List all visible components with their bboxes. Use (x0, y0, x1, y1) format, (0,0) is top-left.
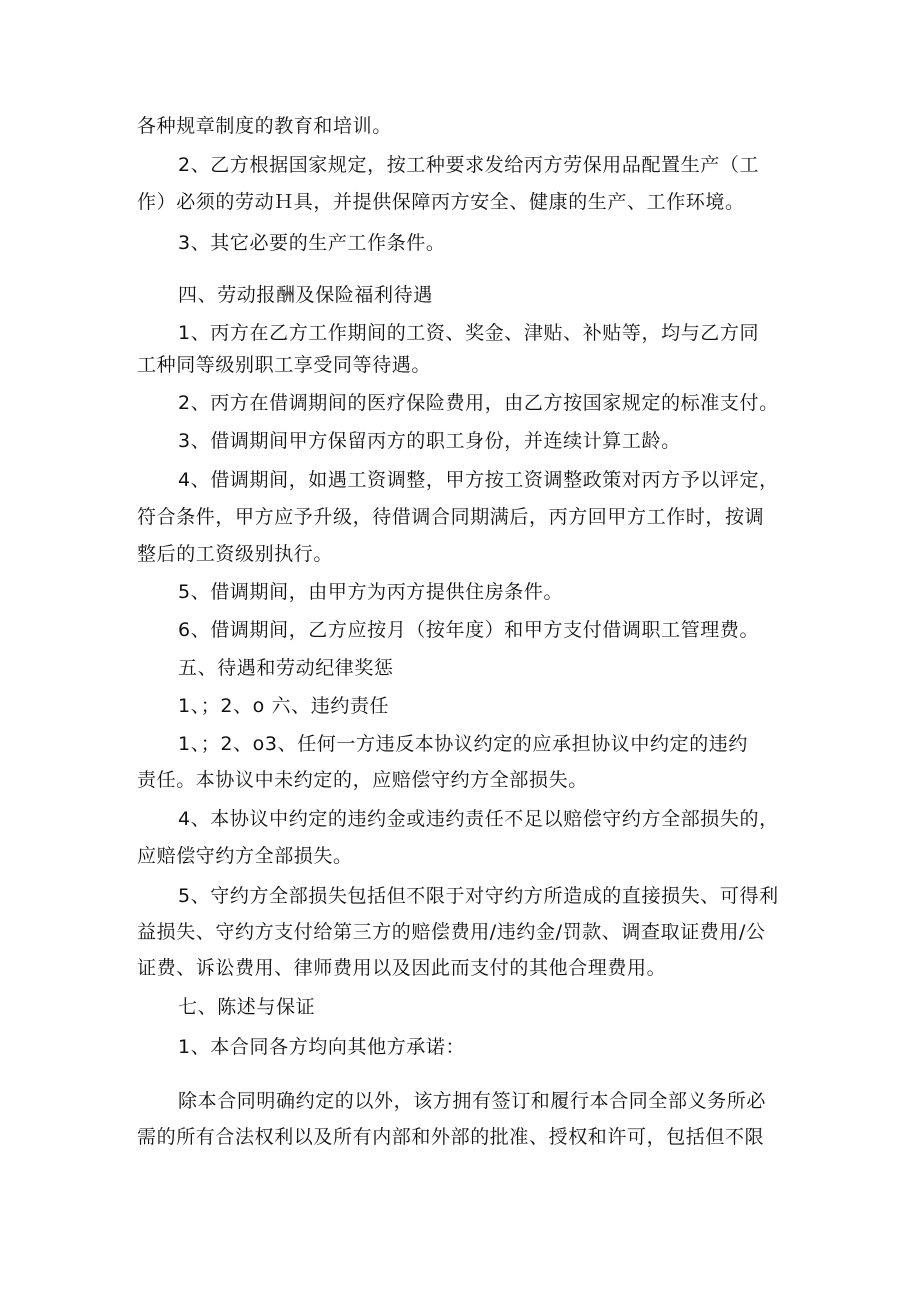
text-line: 3、其它必要的生产工作条件。 (178, 232, 446, 254)
text-line: 证费、诉讼费用、律师费用以及因此而支付的其他合理费用。 (137, 957, 667, 979)
section-heading: 四、劳动报酬及保险福利待遇 (178, 284, 433, 306)
text-line: 2、丙方在借调期间的医疗保险费用，由乙方按国家规定的标准支付。 (178, 392, 779, 414)
text-line: 4、借调期间，如遇工资调整，甲方按工资调整政策对丙方予以评定， (178, 469, 779, 491)
text-line: 责任。本协议中未约定的，应赔偿守约方全部损失。 (137, 769, 588, 791)
section-heading: 七、陈述与保证 (178, 996, 316, 1018)
section-heading: 五、待遇和劳动纪律奖惩 (178, 657, 394, 679)
text-line: 整后的工资级别执行。 (137, 543, 334, 565)
text-line: 4、本协议中约定的违约金或违约责任不足以赔偿守约方全部损失的， (178, 808, 779, 830)
text-line: 2、乙方根据国家规定，按工种要求发给丙方劳保用品配置生产（工 (178, 154, 760, 176)
text-line: 3、借调期间甲方保留丙方的职工身份，并连续计算工龄。 (178, 430, 681, 452)
text-line: 符合条件，甲方应予升级，待借调合同期满后，丙方回甲方工作时，按调 (137, 506, 765, 528)
text-line: 5、守约方全部损失包括但不限于对守约方所造成的直接损失、可得利 (178, 885, 779, 907)
text-line: 5、借调期间，由甲方为丙方提供住房条件。 (178, 581, 564, 603)
text-line: 除本合同明确约定的以外，该方拥有签订和履行本合同全部义务所必 (178, 1090, 767, 1112)
text-line: 1、本合同各方均向其他方承诺： (178, 1036, 466, 1058)
text-line: 各种规章制度的教育和培训。 (137, 115, 392, 137)
text-line: 需的所有合法权利以及所有内部和外部的批准、授权和许可，包括但不限 (137, 1126, 765, 1148)
text-line: 1、；2、o 六、违约责任 (178, 695, 390, 717)
text-line: 作）必须的劳动Ｈ具，并提供保障丙方安全、健康的生产、工作环境。 (137, 191, 745, 213)
text-line: 工种同等级别职工享受同等待遇。 (137, 354, 432, 376)
text-line: 6、借调期间，乙方应按月（按年度）和甲方支付借调职工管理费。 (178, 619, 760, 641)
text-line: 益损失、守约方支付给第三方的赔偿费用/违约金/罚款、调查取证费用/公 (137, 921, 766, 943)
text-line: 1、；2、o3、任何一方违反本协议约定的应承担协议中约定的违约 (178, 733, 748, 755)
text-line: 应赔偿守约方全部损失。 (137, 845, 353, 867)
text-line: 1、丙方在乙方工作期间的工资、奖金、津贴、补贴等，均与乙方同 (178, 322, 760, 344)
